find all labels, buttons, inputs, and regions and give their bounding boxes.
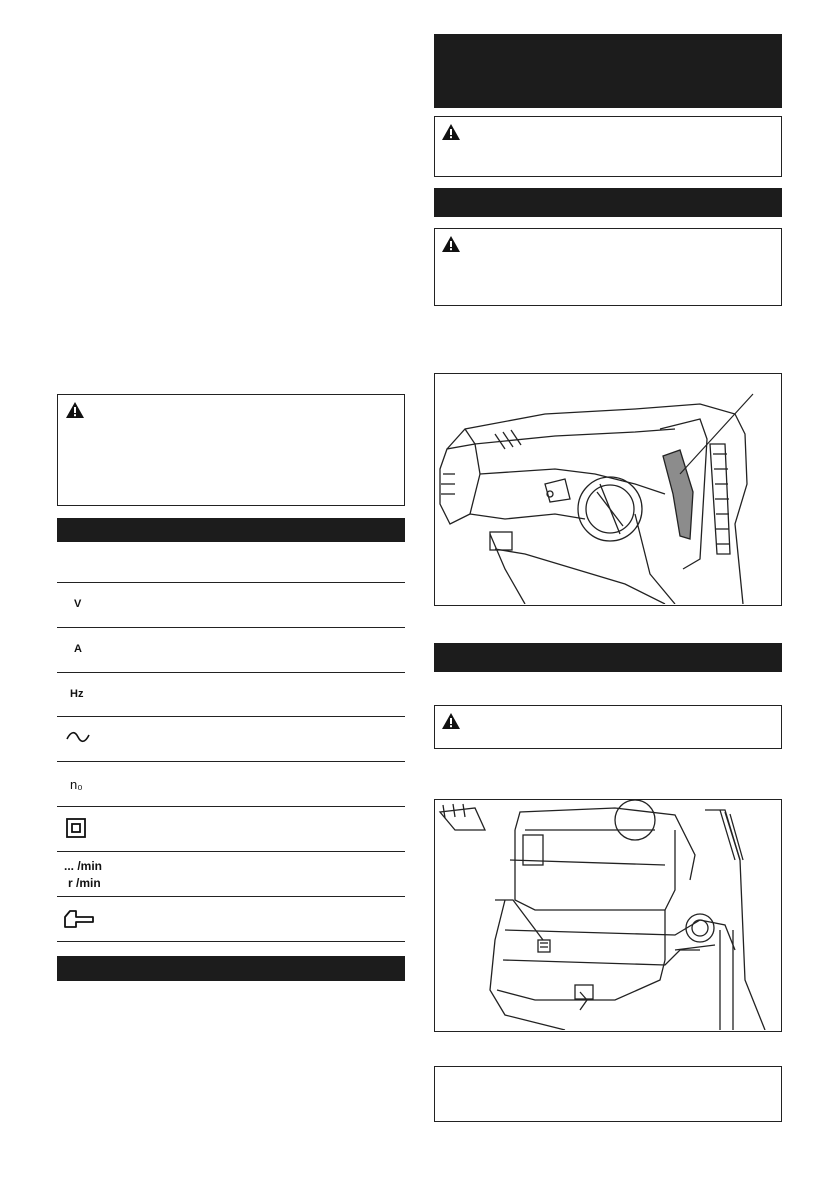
- no-load-speed-symbol: n₀: [70, 777, 83, 792]
- warning-box-1: [434, 116, 782, 177]
- symbol-rule: [57, 672, 405, 673]
- symbol-rule: [57, 806, 405, 807]
- symbol-rule: [57, 851, 405, 852]
- double-square-icon: [66, 818, 86, 838]
- warning-icon: [66, 402, 84, 418]
- warning-icon: [442, 713, 460, 729]
- warning-icon: [442, 236, 460, 252]
- symbols-section-bar: [57, 518, 405, 542]
- tilde-icon: [66, 731, 90, 743]
- symbol-rule: [57, 627, 405, 628]
- hertz-symbol: Hz: [70, 688, 84, 700]
- warning-box-left: [57, 394, 405, 506]
- figure-lamp: [434, 799, 782, 1032]
- symbol-rule: [57, 761, 405, 762]
- symbol-rule: [57, 941, 405, 942]
- per-minute-symbol-2: r /min: [68, 876, 101, 890]
- section-bar-right-2: [434, 643, 782, 672]
- title-bar: [434, 34, 782, 108]
- symbol-rule: [57, 896, 405, 897]
- ampere-symbol: A: [74, 643, 82, 655]
- warning-icon: [442, 124, 460, 140]
- section-bar-left-bottom: [57, 956, 405, 981]
- warning-box-3: [434, 705, 782, 749]
- per-minute-symbol-1: ... /min: [64, 859, 103, 873]
- switch-trigger-highlight: [663, 450, 693, 539]
- figure-switch-trigger: [434, 373, 782, 606]
- tool-drawing-bottom: [435, 800, 780, 1030]
- tool-drawing-top: [435, 374, 780, 604]
- volt-symbol: V: [74, 598, 82, 610]
- hammer-icon: [63, 909, 95, 929]
- note-box: [434, 1066, 782, 1122]
- symbol-rule: [57, 716, 405, 717]
- section-bar-right-1: [434, 188, 782, 217]
- warning-box-2: [434, 228, 782, 306]
- symbol-rule: [57, 582, 405, 583]
